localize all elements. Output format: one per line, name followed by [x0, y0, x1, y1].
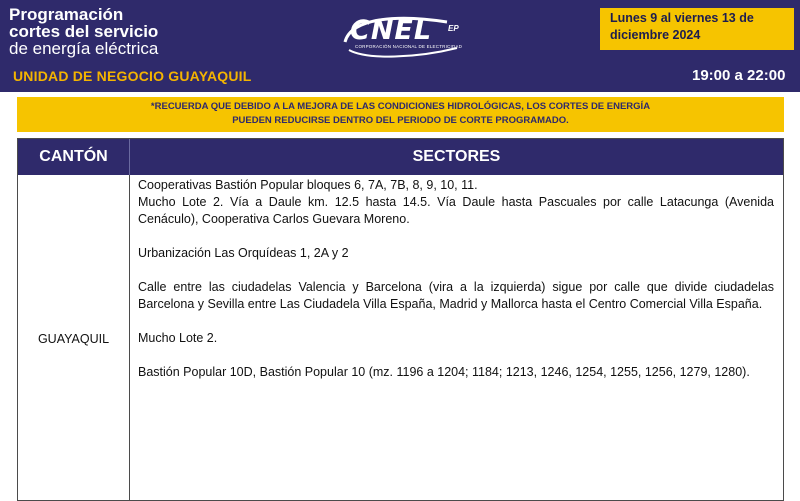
outage-table: [17, 138, 784, 501]
outage-hours: 19:00 a 22:00: [692, 67, 786, 84]
hydrology-notice: [17, 97, 784, 132]
notice-line-2: PUEDEN REDUCIRSE DENTRO DEL PERIODO DE CORTE PROGRAMADO.: [232, 115, 569, 126]
title-line-2: cortes del servicio: [9, 22, 159, 41]
sector-entry: Bastión Popular 10D, Bastión Popular 10 (mz. 1196 a 1204; 1184; 1213, 1246, 1254, 1255, 1256, 1279, 1280).: [138, 365, 750, 379]
column-divider: [129, 175, 130, 501]
date-range-badge: [600, 8, 794, 50]
logo-suffix: EP: [448, 24, 459, 33]
table-header: [18, 139, 783, 175]
logo-text: CNEL: [350, 15, 433, 46]
logo-subtitle: CORPORACIÓN NACIONAL DE ELECTRICIDAD: [355, 44, 463, 49]
column-header-sectores: SECTORES: [412, 148, 501, 165]
sector-entry: Mucho Lote 2.: [138, 331, 218, 345]
sector-entry: Urbanización Las Orquídeas 1, 2A y 2: [138, 246, 349, 260]
title-line-3: de energía eléctrica: [9, 39, 159, 58]
sector-entry: Cooperativas Bastión Popular bloques 6, 7A, 7B, 8, 9, 10, 11.: [138, 178, 478, 192]
header-banner: [0, 0, 800, 92]
title-line-1: Programación: [9, 5, 124, 24]
table-cell-canton: GUAYAQUIL: [37, 331, 110, 346]
date-line-2: diciembre 2024: [610, 28, 701, 42]
sector-entry: Mucho Lote 2. Vía a Daule km. 12.5 hasta 14.5. Vía Daule hasta Pascuales por calle Latacunga (Avenida Cenáculo), Cooperativa Carlos Guevara Moreno.: [138, 195, 774, 226]
sector-entry: Calle entre las ciudadelas Valencia y Barcelona (vira a la izquierda) sigue por calle que divide ciudadelas Barcelona y Sevilla entre Las Ciudadela Villa España, Madrid y Mallorca hasta el Centro Comercial Villa España.: [138, 280, 774, 311]
column-header-canton: CANTÓN: [39, 148, 108, 165]
notice-line-1: *RECUERDA QUE DEBIDO A LA MEJORA DE LAS CONDICIONES HIDROLÓGICAS, LOS CORTES DE ENERGÍA: [150, 101, 651, 112]
business-unit-label: UNIDAD DE NEGOCIO GUAYAQUIL: [13, 68, 252, 84]
date-line-1: Lunes 9 al viernes 13 de: [610, 11, 754, 25]
table-cell-sectores: [138, 177, 774, 381]
